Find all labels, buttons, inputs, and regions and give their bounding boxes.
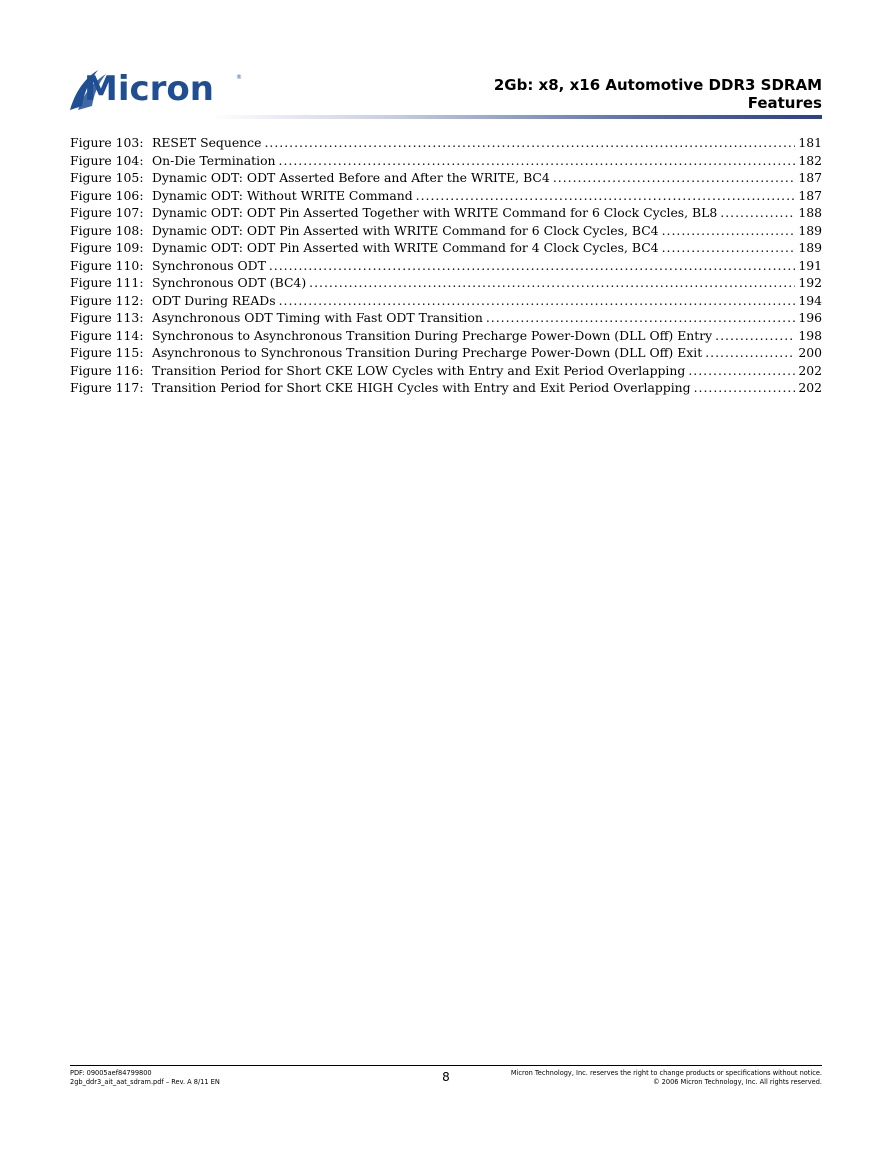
header-gradient-rule [209, 115, 822, 119]
toc-figure-number: Figure 104: [70, 152, 144, 168]
toc-figure-number: Figure 103: [70, 135, 144, 150]
toc-dot-leader [662, 223, 796, 238]
footer-file-name: 2gb_ddr3_ait_aat_sdram.pdf – Rev. A 8/11 EN [70, 1078, 220, 1086]
toc-entry[interactable] [70, 310, 822, 328]
toc-dot-leader [688, 363, 795, 378]
toc-page-number: 192 [798, 275, 822, 290]
toc-figure-number: Figure 105: [70, 170, 144, 185]
toc-dot-leader [553, 170, 796, 185]
toc-page-number: 194 [798, 292, 822, 308]
toc-dot-leader [279, 293, 796, 308]
toc-dot-leader [309, 275, 795, 290]
header-title-line-1: 2Gb: x8, x16 Automotive DDR3 SDRAM [493, 76, 822, 94]
toc-figure-number: Figure 106: [70, 187, 144, 203]
toc-dot-leader [416, 188, 796, 203]
toc-dot-leader [264, 135, 795, 150]
toc-entry[interactable] [70, 223, 822, 241]
toc-figure-title: Dynamic ODT: ODT Pin Asserted with WRITE Command for 6 Clock Cycles, BC4 [152, 222, 659, 238]
toc-figure-title: Asynchronous to Synchronous Transition During Precharge Power-Down (DLL Off) Exit [152, 345, 703, 360]
toc-figure-number: Figure 114: [70, 327, 144, 343]
toc-figure-number: Figure 115: [70, 345, 144, 360]
toc-page-number: 202 [798, 380, 822, 395]
toc-figure-title: Dynamic ODT: Without WRITE Command [152, 187, 413, 203]
toc-page-number: 187 [798, 170, 822, 185]
toc-figure-title: RESET Sequence [152, 135, 262, 150]
toc-page-number: 198 [798, 327, 822, 343]
toc-figure-number: Figure 111: [70, 275, 144, 290]
footer-disclaimer: Micron Technology, Inc. reserves the right to change products or specifications without notice. [510, 1069, 822, 1077]
toc-entry[interactable] [70, 170, 822, 188]
toc-figure-title: Dynamic ODT: ODT Asserted Before and After the WRITE, BC4 [152, 170, 550, 185]
toc-entry[interactable] [70, 153, 822, 171]
toc-page-number: 191 [798, 257, 822, 273]
toc-figure-number: Figure 108: [70, 222, 144, 238]
header-title-line-2: Features [747, 94, 822, 112]
toc-entry[interactable] [70, 328, 822, 346]
toc-figure-number: Figure 110: [70, 257, 144, 273]
toc-figure-number: Figure 113: [70, 310, 144, 325]
toc-page-number: 188 [798, 205, 822, 220]
toc-page-number: 189 [798, 240, 822, 255]
toc-dot-leader [279, 153, 796, 168]
toc-entry[interactable] [70, 275, 822, 293]
toc-entry[interactable] [70, 205, 822, 223]
toc-figure-number: Figure 109: [70, 240, 144, 255]
toc-entry[interactable] [70, 188, 822, 206]
toc-dot-leader [662, 240, 796, 255]
toc-page-number: 181 [798, 135, 822, 150]
toc-dot-leader [705, 345, 795, 360]
toc-entry[interactable] [70, 345, 822, 363]
toc-page-number: 182 [798, 152, 822, 168]
footer-copyright: © 2006 Micron Technology, Inc. All rights reserved. [652, 1078, 822, 1086]
toc-dot-leader [486, 310, 796, 325]
toc-dot-leader [720, 205, 795, 220]
toc-entry[interactable] [70, 363, 822, 381]
toc-entry[interactable] [70, 293, 822, 311]
toc-figure-title: Synchronous ODT (BC4) [152, 275, 307, 290]
toc-figure-title: Dynamic ODT: ODT Pin Asserted Together with WRITE Command for 6 Clock Cycles, BL8 [152, 205, 718, 220]
toc-page-number: 196 [798, 310, 822, 325]
toc-figure-title: Transition Period for Short CKE LOW Cycles with Entry and Exit Period Overlapping [152, 362, 686, 378]
toc-entry[interactable] [70, 135, 822, 153]
toc-page-number: 189 [798, 222, 822, 238]
footer-rule [70, 1065, 822, 1066]
toc-dot-leader [269, 258, 795, 273]
footer-pdf-id: PDF: 09005aef84799800 [70, 1069, 152, 1077]
toc-dot-leader [694, 380, 796, 395]
toc-page-number: 187 [798, 187, 822, 203]
toc-dot-leader [715, 328, 795, 343]
toc-figure-title: Asynchronous ODT Timing with Fast ODT Transition [152, 310, 483, 325]
toc-entry[interactable] [70, 380, 822, 398]
micron-logo [68, 66, 243, 112]
document-header-title [494, 76, 822, 112]
toc-figure-number: Figure 117: [70, 380, 144, 395]
page-number: 8 [442, 1070, 450, 1084]
toc-figure-title: Dynamic ODT: ODT Pin Asserted with WRITE Command for 4 Clock Cycles, BC4 [152, 240, 659, 255]
toc-entry[interactable] [70, 258, 822, 276]
logo-wordmark: Micron [84, 69, 214, 109]
registered-icon: ® [236, 74, 242, 81]
toc-figure-title: Synchronous ODT [152, 257, 266, 273]
footer-legal-notice [511, 1069, 822, 1087]
toc-page-number: 202 [798, 362, 822, 378]
toc-figure-number: Figure 116: [70, 362, 144, 378]
toc-figure-title: Synchronous to Asynchronous Transition During Precharge Power-Down (DLL Off) Entry [152, 327, 713, 343]
toc-figure-number: Figure 107: [70, 205, 144, 220]
list-of-figures [70, 135, 822, 398]
toc-page-number: 200 [798, 345, 822, 360]
toc-figure-title: Transition Period for Short CKE HIGH Cycles with Entry and Exit Period Overlapping [152, 380, 691, 395]
toc-entry[interactable] [70, 240, 822, 258]
toc-figure-title: ODT During READs [152, 292, 276, 308]
toc-figure-title: On-Die Termination [152, 152, 276, 168]
toc-figure-number: Figure 112: [70, 292, 144, 308]
footer-document-info [70, 1069, 220, 1087]
